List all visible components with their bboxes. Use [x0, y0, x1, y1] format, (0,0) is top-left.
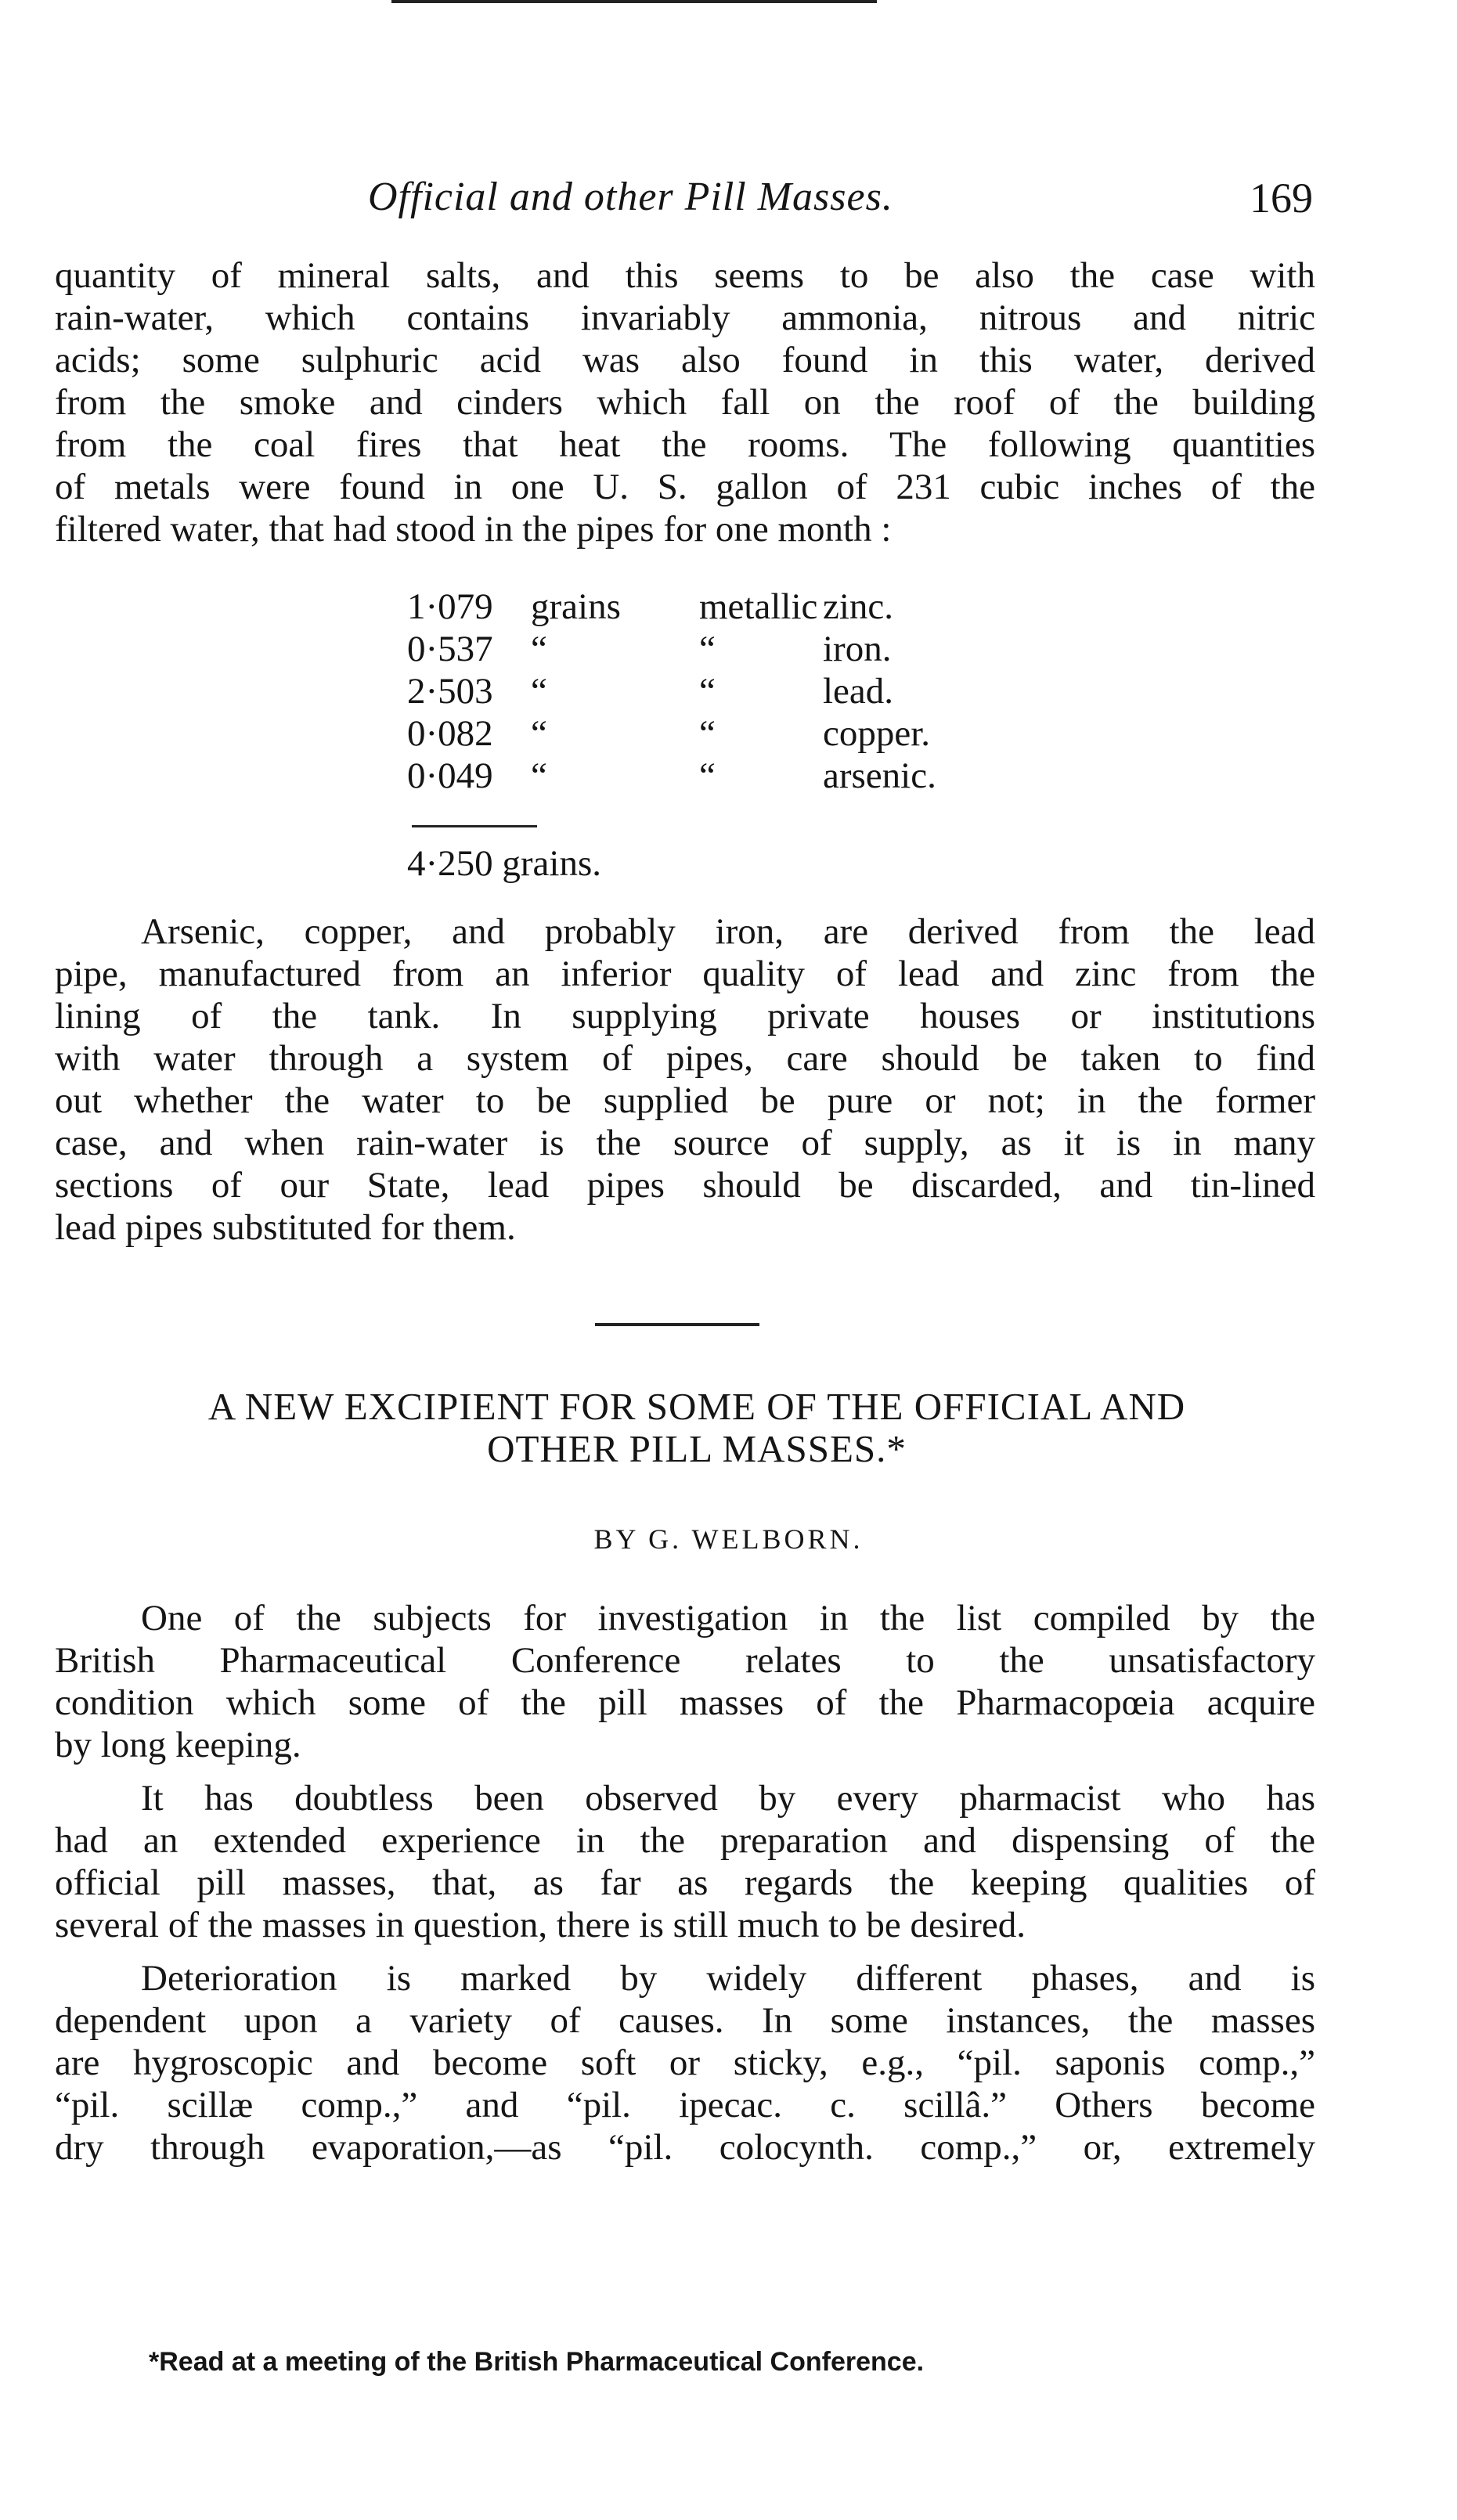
article-title-line: A NEW EXCIPIENT FOR SOME OF THE OFFICIAL AND	[207, 1385, 1186, 1428]
ditto-mark: “	[531, 629, 547, 669]
text-line: official pill masses, that, as far as regards the keeping qualities of	[55, 1862, 1315, 1903]
metal-unit: grains	[531, 586, 621, 627]
table-row	[407, 586, 1019, 628]
text-line: Deterioration is marked by widely different phases, and is	[141, 1958, 1315, 1999]
metal-name: lead.	[823, 671, 894, 712]
ditto-mark: “	[531, 713, 547, 754]
text-line: acids; some sulphuric acid was also found in this water, derived	[55, 340, 1315, 380]
byline: BY G. WELBORN.	[593, 1523, 864, 1555]
metal-amount: 0·082	[407, 713, 493, 754]
text-line: out whether the water to be supplied be pure or not; in the former	[55, 1080, 1315, 1121]
metals-total: 4·250 grains.	[407, 843, 602, 884]
footnote: *Read at a meeting of the British Pharmaceutical Conference.	[149, 2347, 925, 2377]
paragraph-mineral-salts	[55, 254, 1315, 550]
ditto-mark: “	[531, 755, 547, 796]
paragraph-subjects	[55, 1597, 1315, 1766]
text-line: with water through a system of pipes, care should be taken to find	[55, 1038, 1315, 1079]
text-line: sections of our State, lead pipes should be discarded, and tin-lined	[55, 1165, 1315, 1206]
metal-amount: 0·049	[407, 755, 493, 796]
text-line: pipe, manufactured from an inferior quality of lead and zinc from the	[55, 954, 1315, 994]
text-line: had an extended experience in the preparation and dispensing of the	[55, 1820, 1315, 1861]
paragraph-deterioration	[55, 1957, 1315, 2168]
ditto-mark: “	[699, 713, 716, 754]
metal-name: copper.	[823, 713, 931, 754]
text-line: lead pipes substituted for them.	[55, 1207, 516, 1248]
metal-amount: 0·537	[407, 629, 493, 669]
article-title	[63, 1386, 1331, 1470]
section-divider	[595, 1323, 759, 1326]
text-line: condition which some of the pill masses of the Pharmacopœia acquire	[55, 1682, 1315, 1723]
metal-amount: 1·079	[407, 586, 493, 627]
text-line: from the coal fires that heat the rooms. The following quantities	[55, 424, 1315, 465]
top-edge-rule	[391, 0, 877, 3]
text-line: dependent upon a variety of causes. In some instances, the masses	[55, 2000, 1315, 2041]
ditto-mark: “	[699, 755, 716, 796]
page-header	[0, 174, 1457, 229]
ditto-mark: “	[531, 671, 547, 712]
text-line: lining of the tank. In supplying private houses or institutions	[55, 996, 1315, 1036]
metal-name: zinc.	[823, 586, 894, 627]
ditto-mark: “	[699, 671, 716, 712]
text-line: by long keeping.	[55, 1725, 301, 1765]
text-line: dry through evaporation,—as “pil. colocynth. comp.,” or, extremely	[55, 2127, 1315, 2168]
text-line: It has doubtless been observed by every pharmacist who has	[141, 1778, 1315, 1819]
text-line: of metals were found in one U. S. gallon of 231 cubic inches of the	[55, 467, 1315, 507]
page-number: 169	[1250, 175, 1313, 222]
paragraph-doubtless	[55, 1777, 1315, 1946]
text-line: “pil. scillæ comp.,” and “pil. ipecac. c. scillâ.” Others become	[55, 2085, 1315, 2125]
text-line: rain-water, which contains invariably ammonia, nitrous and nitric	[55, 297, 1315, 338]
metal-name: arsenic.	[823, 755, 936, 796]
metal-amount: 2·503	[407, 671, 493, 712]
table-row	[407, 670, 1019, 712]
text-line: One of the subjects for investigation in the list compiled by the	[141, 1598, 1315, 1639]
text-line: from the smoke and cinders which fall on the roof of the building	[55, 382, 1315, 423]
ditto-mark: “	[699, 629, 716, 669]
paragraph-arsenic	[55, 910, 1315, 1249]
metal-qualifier: metallic	[699, 586, 818, 627]
article-title-line: OTHER PILL MASSES.*	[487, 1427, 907, 1470]
text-line: filtered water, that had stood in the pipes for one month :	[55, 509, 892, 550]
sum-rule	[412, 825, 537, 827]
metal-name: iron.	[823, 629, 892, 669]
article-body	[55, 1597, 1315, 2168]
running-title: Official and other Pill Masses.	[368, 175, 893, 219]
text-line: are hygroscopic and become soft or sticky, e.g., “pil. saponis comp.,”	[55, 2042, 1315, 2083]
metals-table	[407, 586, 1033, 797]
text-line: quantity of mineral salts, and this seems to be also the case with	[55, 255, 1315, 296]
table-row	[407, 628, 1019, 670]
text-line: Arsenic, copper, and probably iron, are derived from the lead	[141, 911, 1315, 952]
text-line: case, and when rain-water is the source of supply, as it is in many	[55, 1123, 1315, 1163]
table-row	[407, 755, 1019, 797]
text-line: several of the masses in question, there is still much to be desired.	[55, 1905, 1026, 1945]
text-line: British Pharmaceutical Conference relates to the unsatisfactory	[55, 1640, 1315, 1681]
table-row	[407, 712, 1019, 755]
